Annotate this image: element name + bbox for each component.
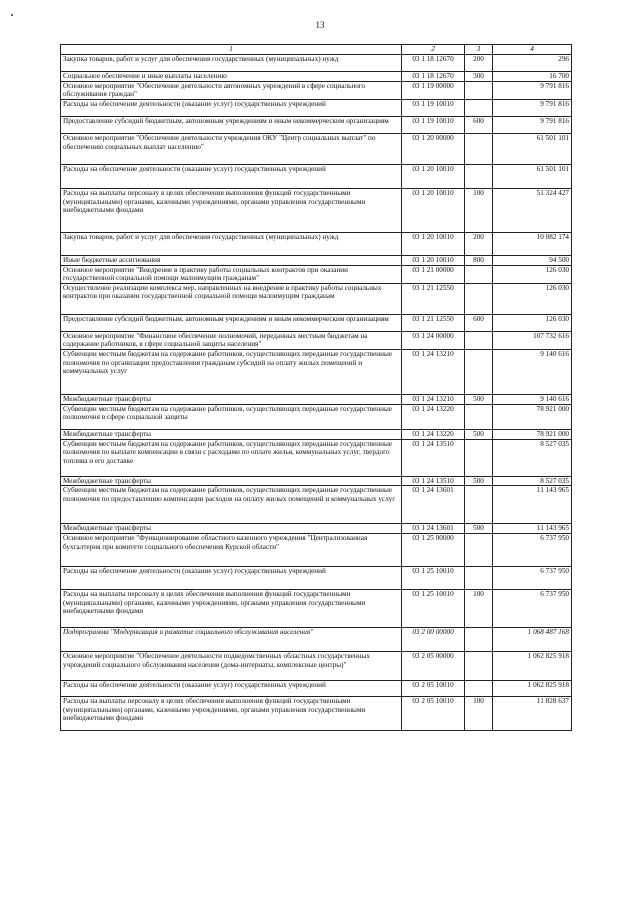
row-type-cell xyxy=(465,350,493,395)
row-sum-cell: 296 xyxy=(493,55,572,72)
header-col-4: 4 xyxy=(493,45,572,55)
row-sum-cell: 11 143 965 xyxy=(493,486,572,524)
table-row xyxy=(61,72,572,82)
row-code-cell: 03 1 20 10010 xyxy=(402,164,465,188)
row-sum-cell: 9 791 816 xyxy=(493,116,572,133)
row-code-cell: 03 1 19 10010 xyxy=(402,99,465,116)
table-row xyxy=(61,524,572,534)
row-type-cell: 500 xyxy=(465,524,493,534)
row-code-cell: 03 1 24 13601 xyxy=(402,486,465,524)
row-sum-cell: 126 030 xyxy=(493,283,572,314)
table-row xyxy=(61,567,572,590)
table-row xyxy=(61,350,572,395)
row-sum-cell: 61 501 101 xyxy=(493,133,572,164)
row-type-cell xyxy=(465,283,493,314)
row-type-cell xyxy=(465,652,493,681)
row-code-cell: 03 1 19 10010 xyxy=(402,116,465,133)
row-code-cell: 03 1 19 00000 xyxy=(402,81,465,99)
row-name-cell: Субвенции местным бюджетам на содержание работников, осуществляющих переданные государственные полномочия по предоставлению компенсации расходов на оплату жилых помещений и коммунальных услуг xyxy=(61,486,402,524)
row-name-cell: Основное мероприятие "Обеспечение деятельности учреждения ОКУ "Центр социальных выплат" по обеспечению социальных выплат населению" xyxy=(61,133,402,164)
table-row xyxy=(61,116,572,133)
header-col-3: 3 xyxy=(465,45,493,55)
row-name-cell: Расходы на выплаты персоналу в целях обеспечения выполнения функций государственными (муниципальными) органами, казенными учреждениями, органами управления государственными внебюджетными фондами xyxy=(61,188,402,232)
scan-speck xyxy=(11,14,13,16)
row-name-cell: Субвенции местным бюджетам на содержание работников, осуществляющих переданные государственные полномочия по выплате компенсации в связи с расходами по оплате жилья, коммунальных услуг, твердого топлива и его доставке xyxy=(61,439,402,476)
table-row xyxy=(61,188,572,232)
row-code-cell: 03 1 24 13510 xyxy=(402,476,465,486)
header-col-1: 1 xyxy=(61,45,402,55)
row-name-cell: Межбюджетные трансферты xyxy=(61,429,402,439)
row-name-cell: Предоставление субсидий бюджетным, автономным учреждениям и иным некоммерческим организациям xyxy=(61,116,402,133)
table-row xyxy=(61,681,572,697)
table-row xyxy=(61,331,572,349)
row-type-cell: 100 xyxy=(465,590,493,628)
row-sum-cell: 1 062 825 918 xyxy=(493,681,572,697)
row-name-cell: Межбюджетные трансферты xyxy=(61,524,402,534)
row-sum-cell: 8 527 035 xyxy=(493,476,572,486)
row-name-cell: Расходы на обеспечение деятельности (оказание услуг) государственных учреждений xyxy=(61,99,402,116)
row-name-cell: Основное мероприятие "Обеспечение деятельности автономных учреждений в сфере социального обслуживания граждан" xyxy=(61,81,402,99)
table-row xyxy=(61,652,572,681)
row-name-cell: Основное мероприятие "Внедрение в практику работы социальных контрактов при оказании государственной социальной помощи малоимущим гражданам" xyxy=(61,265,402,283)
table-row xyxy=(61,55,572,72)
row-name-cell: Закупка товаров, работ и услуг для обеспечения государственных (муниципальных) нужд xyxy=(61,55,402,72)
table-row xyxy=(61,486,572,524)
row-sum-cell: 9 140 616 xyxy=(493,395,572,405)
row-name-cell: Расходы на обеспечение деятельности (оказание услуг) государственных учреждений xyxy=(61,567,402,590)
row-type-cell: 600 xyxy=(465,116,493,133)
table-row xyxy=(61,314,572,331)
row-sum-cell: 9 791 816 xyxy=(493,81,572,99)
row-name-cell: Основное мероприятие "Финансовое обеспечение полномочий, переданных местным бюджетам на содержание работников, в сфере социальной защиты населения" xyxy=(61,331,402,349)
row-name-cell: Расходы на выплаты персоналу в целях обеспечения выполнения функций государственными (муниципальными) органами, казенными учреждениями, органами управления государственными внебюджетными фондами xyxy=(61,590,402,628)
row-type-cell: 100 xyxy=(465,697,493,731)
table-row xyxy=(61,404,572,429)
row-name-cell: Социальное обеспечение и иные выплаты населению xyxy=(61,72,402,82)
row-type-cell xyxy=(465,133,493,164)
row-type-cell xyxy=(465,628,493,652)
row-sum-cell: 51 324 427 xyxy=(493,188,572,232)
row-sum-cell: 78 921 000 xyxy=(493,404,572,429)
row-type-cell xyxy=(465,486,493,524)
row-sum-cell: 78 921 000 xyxy=(493,429,572,439)
row-type-cell xyxy=(465,81,493,99)
row-sum-cell: 126 030 xyxy=(493,265,572,283)
row-name-cell: Иные бюджетные ассигнования xyxy=(61,255,402,265)
row-sum-cell: 8 527 035 xyxy=(493,439,572,476)
row-name-cell: Основное мероприятие "Функционирование областного казенного учреждения "Централизованная бухгалтерия при комитете социального обеспечения Курской области" xyxy=(61,534,402,567)
row-code-cell: 03 1 21 12550 xyxy=(402,314,465,331)
row-type-cell: 200 xyxy=(465,232,493,255)
budget-table xyxy=(60,44,572,731)
row-type-cell xyxy=(465,331,493,349)
row-code-cell: 03 1 24 13210 xyxy=(402,350,465,395)
table-row xyxy=(61,164,572,188)
table-row xyxy=(61,476,572,486)
row-name-cell: Подпрограмма "Модернизация и развитие социального обслуживания населения" xyxy=(61,628,402,652)
row-code-cell: 03 1 24 13510 xyxy=(402,439,465,476)
row-code-cell: 03 2 05 10010 xyxy=(402,681,465,697)
row-code-cell: 03 2 00 00000 xyxy=(402,628,465,652)
page-number: 13 xyxy=(315,20,325,30)
table-row xyxy=(61,81,572,99)
table-row xyxy=(61,99,572,116)
row-type-cell xyxy=(465,265,493,283)
row-type-cell xyxy=(465,567,493,590)
row-type-cell xyxy=(465,681,493,697)
row-sum-cell: 107 732 616 xyxy=(493,331,572,349)
row-name-cell: Закупка товаров, работ и услуг для обеспечения государственных (муниципальных) нужд xyxy=(61,232,402,255)
table-row xyxy=(61,255,572,265)
row-type-cell: 800 xyxy=(465,255,493,265)
row-code-cell: 03 1 20 10010 xyxy=(402,188,465,232)
row-code-cell: 03 1 25 10010 xyxy=(402,590,465,628)
row-name-cell: Расходы на выплаты персоналу в целях обеспечения выполнения функций государственными (муниципальными) органами, казенными учреждениями, органами управления государственными внебюджетными фондами xyxy=(61,697,402,731)
row-sum-cell: 1 068 487 168 xyxy=(493,628,572,652)
row-name-cell: Межбюджетные трансферты xyxy=(61,395,402,405)
row-code-cell: 03 1 20 10010 xyxy=(402,255,465,265)
row-code-cell: 03 1 25 00000 xyxy=(402,534,465,567)
row-type-cell: 500 xyxy=(465,429,493,439)
row-code-cell: 03 1 24 13210 xyxy=(402,395,465,405)
table-header-row xyxy=(61,45,572,55)
table-row xyxy=(61,439,572,476)
row-code-cell: 03 1 21 12550 xyxy=(402,283,465,314)
row-name-cell: Межбюджетные трансферты xyxy=(61,476,402,486)
row-sum-cell: 10 082 174 xyxy=(493,232,572,255)
row-sum-cell: 6 737 950 xyxy=(493,567,572,590)
row-code-cell: 03 1 20 00000 xyxy=(402,133,465,164)
row-sum-cell: 9 140 616 xyxy=(493,350,572,395)
row-name-cell: Субвенции местным бюджетам на содержание работников, осуществляющих переданные государственные полномочия в сфере социальной защиты xyxy=(61,404,402,429)
row-sum-cell: 11 828 637 xyxy=(493,697,572,731)
row-sum-cell: 11 143 965 xyxy=(493,524,572,534)
row-name-cell: Субвенции местным бюджетам на содержание работников, осуществляющих переданные государственные полномочия по организации предоставления гражданам субсидий на оплату жилых помещений и коммунальных услуг xyxy=(61,350,402,395)
row-type-cell: 500 xyxy=(465,395,493,405)
row-name-cell: Расходы на обеспечение деятельности (оказание услуг) государственных учреждений xyxy=(61,164,402,188)
row-name-cell: Предоставление субсидий бюджетным, автономным учреждениям и иным некоммерческим организациям xyxy=(61,314,402,331)
row-type-cell: 300 xyxy=(465,72,493,82)
row-code-cell: 03 1 24 00000 xyxy=(402,331,465,349)
row-code-cell: 03 1 21 00000 xyxy=(402,265,465,283)
table-row xyxy=(61,133,572,164)
row-name-cell: Осуществление реализации комплекса мер, направленных на внедрение в практику работы социальных контрактов при оказании государственной социальной помощи малоимущим гражданам xyxy=(61,283,402,314)
row-type-cell: 100 xyxy=(465,188,493,232)
row-type-cell xyxy=(465,99,493,116)
table-row xyxy=(61,265,572,283)
row-code-cell: 03 2 05 10010 xyxy=(402,697,465,731)
row-code-cell: 03 1 20 10010 xyxy=(402,232,465,255)
row-name-cell: Основное мероприятие "Обеспечение деятельности подведомственных областных государственных учреждений социального обслуживания населения (дома-интернаты, комплексные центры)" xyxy=(61,652,402,681)
table-row xyxy=(61,534,572,567)
row-type-cell: 600 xyxy=(465,314,493,331)
row-sum-cell: 94 500 xyxy=(493,255,572,265)
table-row xyxy=(61,395,572,405)
row-type-cell: 200 xyxy=(465,55,493,72)
table-row xyxy=(61,590,572,628)
table-row xyxy=(61,697,572,731)
row-type-cell xyxy=(465,439,493,476)
row-sum-cell: 1 062 825 918 xyxy=(493,652,572,681)
row-code-cell: 03 1 18 12670 xyxy=(402,55,465,72)
row-name-cell: Расходы на обеспечение деятельности (оказание услуг) государственных учреждений xyxy=(61,681,402,697)
row-sum-cell: 16 700 xyxy=(493,72,572,82)
row-code-cell: 03 1 24 13601 xyxy=(402,524,465,534)
row-type-cell xyxy=(465,534,493,567)
row-type-cell xyxy=(465,404,493,429)
table-row xyxy=(61,429,572,439)
table-row xyxy=(61,628,572,652)
row-type-cell: 500 xyxy=(465,476,493,486)
row-sum-cell: 6 737 950 xyxy=(493,534,572,567)
table-row xyxy=(61,232,572,255)
table-row xyxy=(61,283,572,314)
row-type-cell xyxy=(465,164,493,188)
row-sum-cell: 61 501 101 xyxy=(493,164,572,188)
row-sum-cell: 6 737 950 xyxy=(493,590,572,628)
row-code-cell: 03 1 24 13220 xyxy=(402,404,465,429)
header-col-2: 2 xyxy=(402,45,465,55)
row-code-cell: 03 1 18 12670 xyxy=(402,72,465,82)
row-code-cell: 03 2 05 00000 xyxy=(402,652,465,681)
row-sum-cell: 126 030 xyxy=(493,314,572,331)
row-sum-cell: 9 791 816 xyxy=(493,99,572,116)
row-code-cell: 03 1 25 10010 xyxy=(402,567,465,590)
row-code-cell: 03 1 24 13220 xyxy=(402,429,465,439)
